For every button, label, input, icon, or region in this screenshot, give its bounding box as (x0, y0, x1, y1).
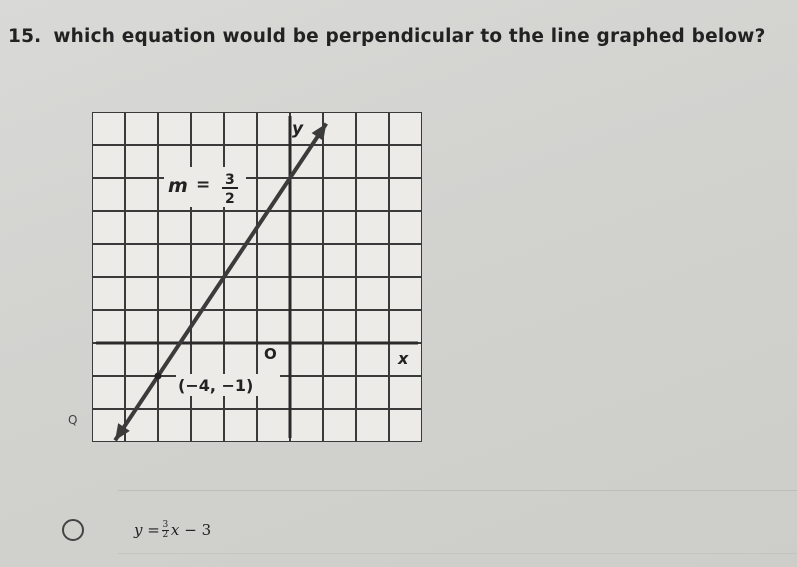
options-divider-top (118, 490, 797, 491)
equation-fraction (162, 521, 169, 540)
equation-variable: x (170, 521, 180, 539)
slope-denominator: 2 (225, 191, 235, 207)
graph-svg (92, 112, 422, 442)
fraction-numerator: 3 (162, 519, 169, 530)
fraction-denominator: 2 (162, 529, 169, 540)
radio-button[interactable] (62, 519, 84, 541)
y-axis-label: y (292, 119, 304, 139)
question-text-line (8, 26, 766, 47)
question-text: which equation would be perpendicular to the line graphed below? (53, 26, 766, 47)
margin-mark: Q (68, 413, 78, 427)
equation-constant: − 3 (184, 521, 212, 539)
slope-numerator: 3 (225, 172, 235, 188)
equation-lhs: y = (134, 521, 160, 539)
coordinate-graph (92, 112, 422, 442)
point-marker (155, 373, 162, 380)
options-divider-bottom (118, 553, 797, 554)
x-axis-label: x (398, 349, 409, 368)
origin-label: O (264, 345, 277, 363)
question-number: 15. (8, 26, 42, 47)
answer-option[interactable] (62, 519, 211, 541)
slope-label-m: m (168, 175, 188, 197)
answer-equation (134, 521, 211, 540)
slope-label-equals: = (196, 175, 211, 195)
point-label: (−4, −1) (178, 376, 254, 395)
